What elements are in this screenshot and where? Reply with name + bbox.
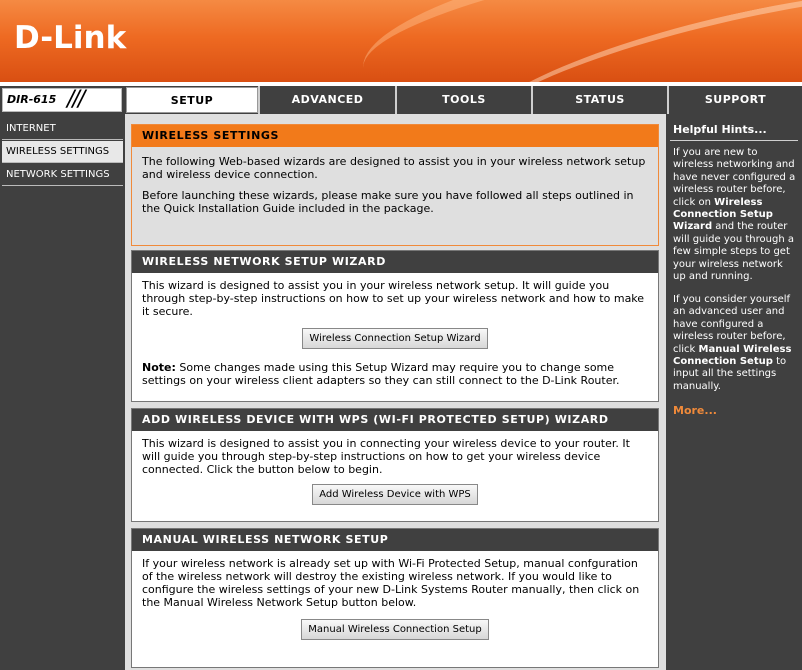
header-banner — [0, 0, 802, 82]
section-title: MANUAL WIRELESS NETWORK SETUP — [132, 529, 658, 551]
model-label: DIR-615 — [7, 93, 57, 106]
sidebar-item-wireless-settings[interactable]: WIRELESS SETTINGS — [2, 141, 123, 163]
section-description: This wizard is designed to assist you in connecting your wireless device to your router. It will guide you through step-by-step instructions on how to get your wireless device connected. Click the button below to begin. — [142, 437, 630, 476]
wps-wizard-section — [131, 408, 659, 522]
intro-section — [131, 124, 659, 246]
intro-paragraph: Before launching these wizards, please make sure you have followed all steps outlined in the Quick Installation Guide included in the package. — [142, 189, 634, 215]
section-title: WIRELESS NETWORK SETUP WIZARD — [132, 251, 658, 273]
left-sidebar — [0, 114, 125, 670]
sidebar-item-network-settings[interactable]: NETWORK SETTINGS — [2, 164, 123, 186]
section-description: If your wireless network is already set up with Wi-Fi Protected Setup, manual confguration of the wireless network will destroy the existing wireless network. If you would like to configure the wireless settings of your new D-Link Systems Router manually, then click on the Manual Wireless Network Setup button below. — [142, 557, 640, 609]
hints-divider — [670, 140, 798, 141]
hint-paragraph — [673, 294, 797, 393]
note-label: Note: — [142, 361, 176, 374]
tab-support[interactable]: SUPPORT — [667, 86, 802, 114]
model-badge — [2, 88, 122, 112]
tab-tools[interactable]: TOOLS — [395, 86, 531, 114]
top-navigation — [0, 86, 802, 114]
hint-text: If you are new to wireless networking and have never configured a wireless router before, click on — [673, 147, 796, 208]
dlink-logo: D-Link — [14, 20, 127, 56]
hint-bold: Manual Wireless Connection Setup — [673, 343, 792, 368]
hint-text: to input all the settings manually. — [673, 356, 787, 392]
section-description: This wizard is designed to assist you in your wireless network setup. It will guide you through step-by-step instructions on how to set up your wireless network and how to make it secure. — [142, 279, 645, 318]
tab-advanced[interactable]: ADVANCED — [258, 86, 395, 114]
note-text: Some changes made using this Setup Wizard may require you to change some settings on your wireless client adapters so they can still connect to the D-Link Router. — [142, 361, 620, 387]
manual-setup-section — [131, 528, 659, 668]
intro-paragraph: The following Web-based wizards are designed to assist you in your wireless network setup and wireless device connection. — [142, 155, 646, 181]
hint-bold: Wireless Connection Setup Wizard — [673, 196, 773, 233]
section-title: ADD WIRELESS DEVICE WITH WPS (WI-FI PROTECTED SETUP) WIZARD — [132, 409, 658, 431]
hints-title: Helpful Hints... — [673, 123, 767, 136]
add-wireless-device-wps-button[interactable]: Add Wireless Device with WPS — [312, 484, 478, 505]
hint-paragraph — [673, 147, 797, 283]
wizard-note — [142, 361, 648, 387]
more-hints-link[interactable]: More... — [673, 404, 717, 417]
model-slashes: /// — [67, 87, 84, 112]
setup-wizard-section — [131, 250, 659, 402]
helpful-hints-panel — [666, 114, 802, 670]
tab-status[interactable]: STATUS — [531, 86, 667, 114]
manual-wireless-connection-setup-button[interactable]: Manual Wireless Connection Setup — [301, 619, 488, 640]
main-content — [125, 114, 666, 670]
section-title: WIRELESS SETTINGS — [132, 125, 658, 147]
wireless-connection-setup-wizard-button[interactable]: Wireless Connection Setup Wizard — [302, 328, 487, 349]
hint-text: and the router will guide you through a few simple steps to get your wireless network up and running. — [673, 221, 794, 283]
sidebar-item-internet[interactable]: INTERNET — [2, 118, 123, 140]
tab-setup[interactable]: SETUP — [126, 87, 258, 113]
hint-text: If you consider yourself an advanced user and have configured a wireless router before, click — [673, 294, 791, 355]
